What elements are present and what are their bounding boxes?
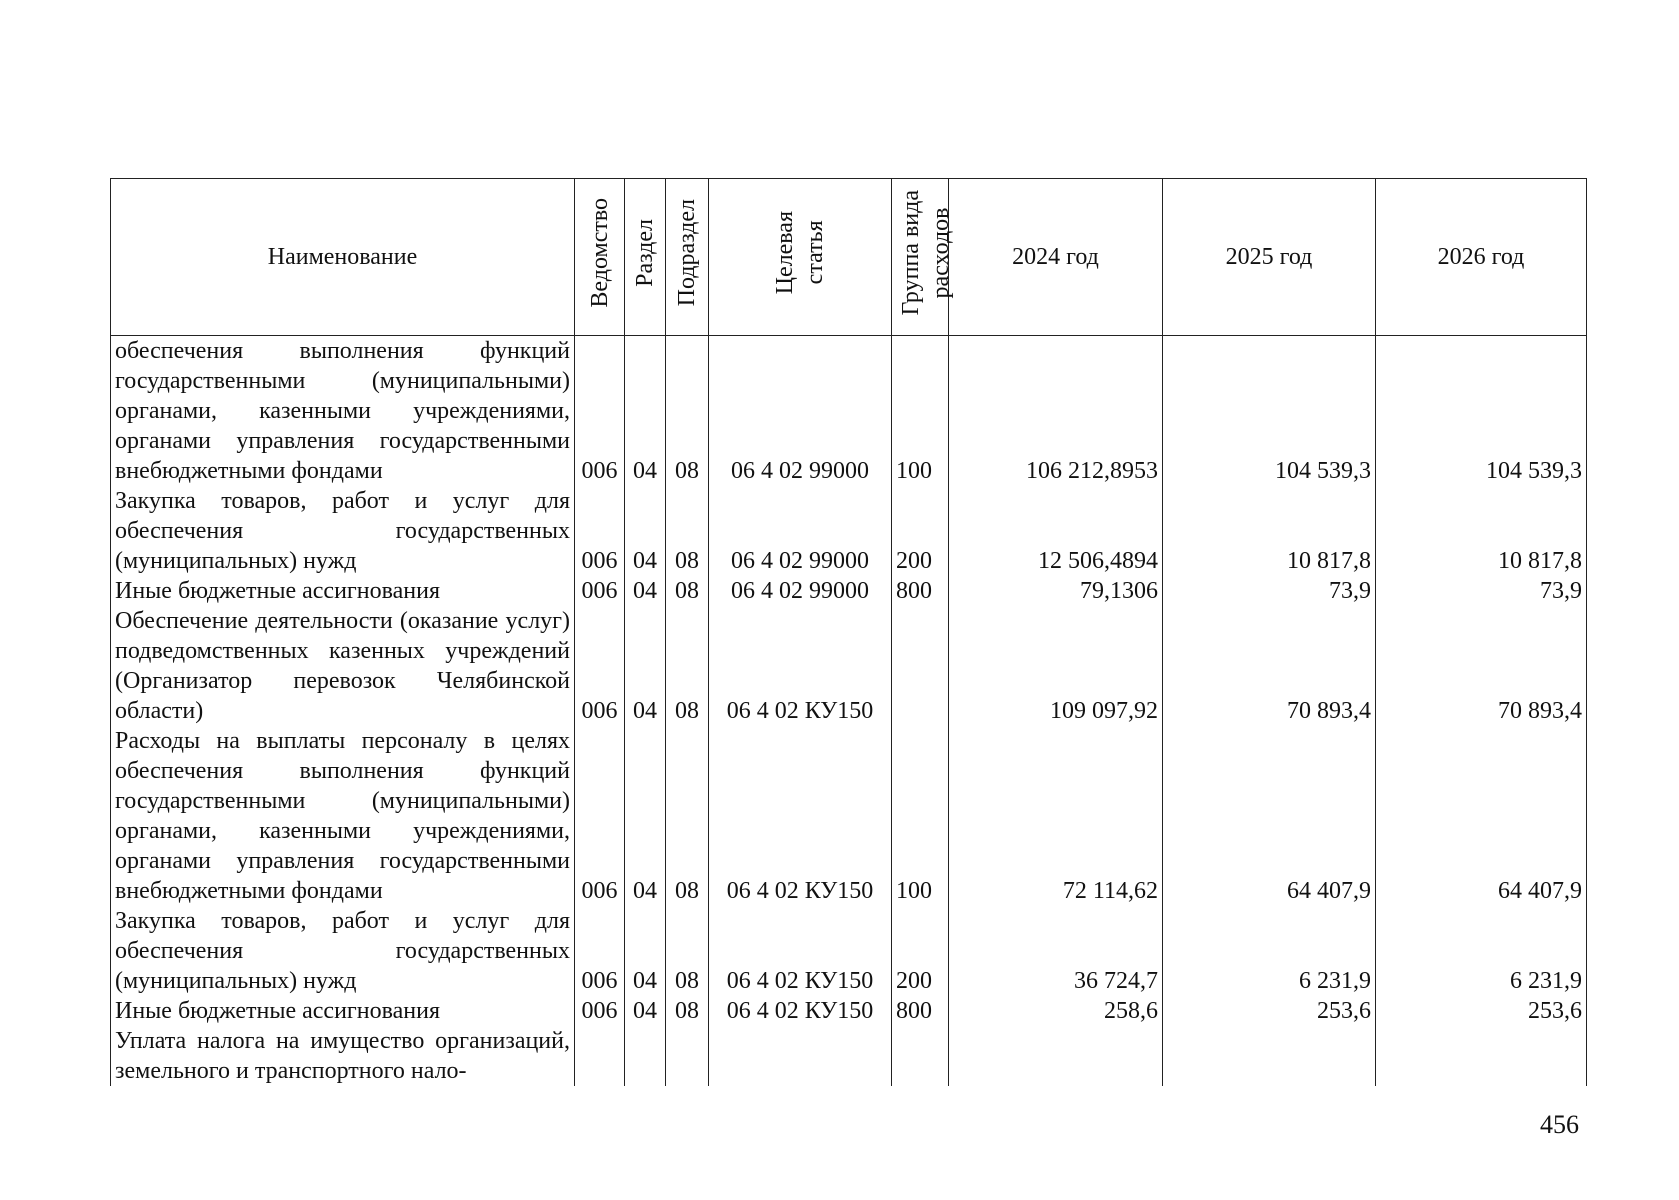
row-name: Расходы на выплаты персоналу в целях обеспечения выполнения функций государственными (муниципальными) органами, казенными учреждениями, органами управления государственными внебюджетными фондами [111, 726, 575, 906]
row-gruppa: 200 [892, 906, 949, 996]
row-gruppa: 100 [892, 726, 949, 906]
row-gruppa [892, 606, 949, 726]
row-podrazdel: 08 [666, 606, 709, 726]
table-row [111, 1026, 1587, 1086]
row-2025: 64 407,9 [1163, 726, 1376, 906]
row-2026: 73,9 [1376, 576, 1587, 606]
header-razdel [625, 179, 666, 336]
row-2024: 12 506,4894 [949, 486, 1163, 576]
row-2025: 10 817,8 [1163, 486, 1376, 576]
table-row [111, 486, 1587, 576]
row-2025: 73,9 [1163, 576, 1376, 606]
row-2026: 10 817,8 [1376, 486, 1587, 576]
row-gruppa: 800 [892, 996, 949, 1026]
row-podrazdel: 08 [666, 996, 709, 1026]
row-celevaya [709, 1026, 892, 1086]
header-vedomstvo [575, 179, 625, 336]
header-vedomstvo-text: Ведомство [586, 198, 613, 308]
row-gruppa: 200 [892, 486, 949, 576]
row-vedomstvo: 006 [575, 486, 625, 576]
table-row [111, 606, 1587, 726]
table-row [111, 336, 1587, 487]
row-name: Закупка товаров, работ и услуг для обеспечения государственных (муниципальных) нужд [111, 486, 575, 576]
header-celevaya-statya [709, 179, 892, 336]
header-podrazdel-text: Подраздел [674, 199, 700, 307]
header-gruppa-line2: расходов [928, 207, 954, 299]
row-razdel [625, 1026, 666, 1086]
row-podrazdel: 08 [666, 906, 709, 996]
row-2026: 253,6 [1376, 996, 1587, 1026]
row-2025: 104 539,3 [1163, 336, 1376, 487]
row-celevaya: 06 4 02 99000 [709, 486, 892, 576]
row-razdel: 04 [625, 336, 666, 487]
row-gruppa [892, 1026, 949, 1086]
budget-table [110, 178, 1587, 1086]
row-vedomstvo: 006 [575, 336, 625, 487]
row-celevaya: 06 4 02 КУ150 [709, 996, 892, 1026]
row-2026: 6 231,9 [1376, 906, 1587, 996]
row-name: Иные бюджетные ассигнования [111, 996, 575, 1026]
row-name: Обеспечение деятельности (оказание услуг) подведомственных казенных учреждений (Организатор перевозок Челябинской области) [111, 606, 575, 726]
header-name: Наименование [111, 179, 575, 336]
row-2025: 6 231,9 [1163, 906, 1376, 996]
header-celevaya-text [770, 211, 830, 294]
header-razdel-text: Раздел [632, 219, 658, 287]
row-celevaya: 06 4 02 КУ150 [709, 726, 892, 906]
row-razdel: 04 [625, 726, 666, 906]
row-2024: 72 114,62 [949, 726, 1163, 906]
row-razdel: 04 [625, 576, 666, 606]
header-2024: 2024 год [949, 179, 1163, 336]
row-celevaya: 06 4 02 КУ150 [709, 606, 892, 726]
row-razdel: 04 [625, 606, 666, 726]
row-podrazdel: 08 [666, 336, 709, 487]
row-celevaya: 06 4 02 99000 [709, 576, 892, 606]
row-2026: 64 407,9 [1376, 726, 1587, 906]
header-gruppa-text [896, 190, 956, 315]
row-gruppa: 800 [892, 576, 949, 606]
row-vedomstvo: 006 [575, 576, 625, 606]
row-2024: 36 724,7 [949, 906, 1163, 996]
row-razdel: 04 [625, 486, 666, 576]
row-vedomstvo: 006 [575, 726, 625, 906]
row-celevaya: 06 4 02 КУ150 [709, 906, 892, 996]
row-name: Иные бюджетные ассигнования [111, 576, 575, 606]
row-2024: 109 097,92 [949, 606, 1163, 726]
row-vedomstvo: 006 [575, 606, 625, 726]
row-2024 [949, 1026, 1163, 1086]
table-row [111, 996, 1587, 1026]
row-2026 [1376, 1026, 1587, 1086]
row-podrazdel [666, 1026, 709, 1086]
table-row [111, 726, 1587, 906]
table-row [111, 906, 1587, 996]
row-2025: 70 893,4 [1163, 606, 1376, 726]
row-podrazdel: 08 [666, 486, 709, 576]
row-vedomstvo [575, 1026, 625, 1086]
row-name: Уплата налога на имущество организаций, земельного и транспортного нало- [111, 1026, 575, 1086]
row-razdel: 04 [625, 996, 666, 1026]
row-vedomstvo: 006 [575, 906, 625, 996]
row-razdel: 04 [625, 906, 666, 996]
row-2025: 253,6 [1163, 996, 1376, 1026]
row-gruppa: 100 [892, 336, 949, 487]
table-row [111, 576, 1587, 606]
row-name: обеспечения выполнения функций государственными (муниципальными) органами, казенными учреждениями, органами управления государственными внебюджетными фондами [111, 336, 575, 487]
header-2025: 2025 год [1163, 179, 1376, 336]
header-podrazdel [666, 179, 709, 336]
row-2024: 258,6 [949, 996, 1163, 1026]
header-celevaya-line2: статья [802, 221, 828, 285]
row-celevaya: 06 4 02 99000 [709, 336, 892, 487]
header-gruppa-vida-rashodov [892, 179, 954, 336]
row-2024: 79,1306 [949, 576, 1163, 606]
table-header-row [111, 179, 1587, 336]
header-2026: 2026 год [1376, 179, 1587, 336]
row-2024: 106 212,8953 [949, 336, 1163, 487]
row-podrazdel: 08 [666, 576, 709, 606]
row-2025 [1163, 1026, 1376, 1086]
row-podrazdel: 08 [666, 726, 709, 906]
header-gruppa-line1: Группа вида [898, 190, 924, 316]
page-number: 456 [1540, 1110, 1579, 1139]
header-celevaya-line1: Целевая [772, 211, 798, 295]
row-2026: 104 539,3 [1376, 336, 1587, 487]
row-name: Закупка товаров, работ и услуг для обеспечения государственных (муниципальных) нужд [111, 906, 575, 996]
row-vedomstvo: 006 [575, 996, 625, 1026]
row-2026: 70 893,4 [1376, 606, 1587, 726]
